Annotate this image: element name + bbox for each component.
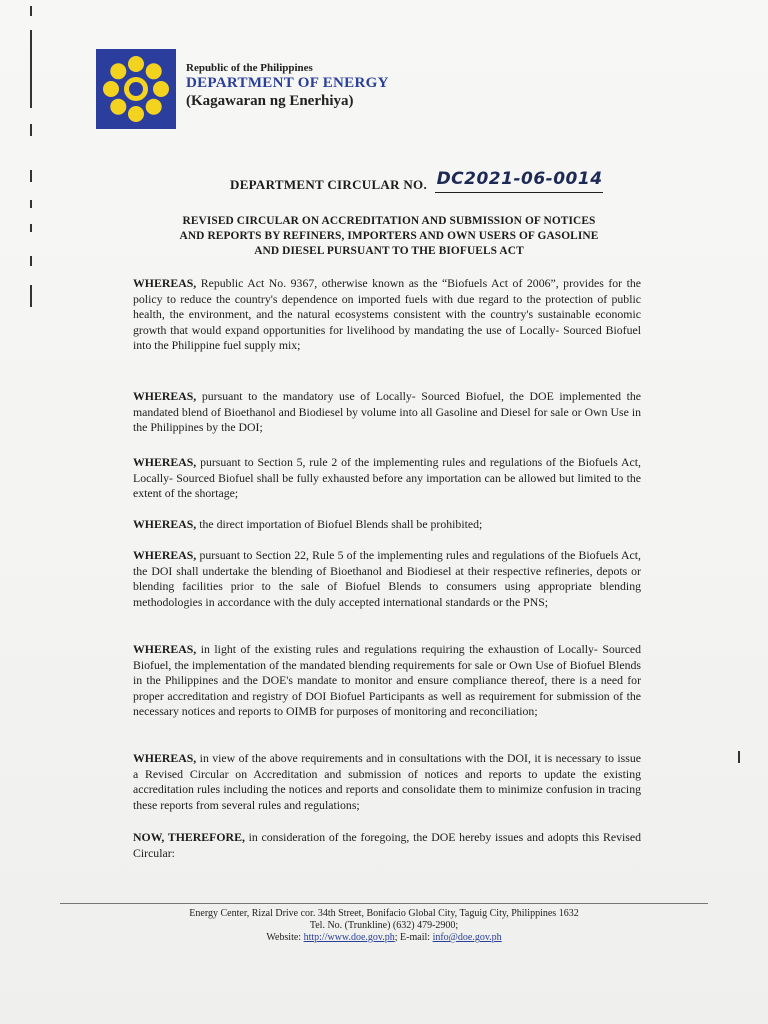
whereas-paragraph-6	[133, 642, 641, 720]
circular-number	[230, 169, 603, 193]
paragraph-lead: NOW, THEREFORE,	[133, 830, 245, 844]
paragraph-lead: WHEREAS,	[133, 751, 197, 765]
scan-mark	[30, 30, 32, 108]
email-label: ; E-mail:	[394, 932, 431, 943]
whereas-paragraph-2	[133, 389, 641, 436]
circular-number-handwritten: DC2021-06-0014	[436, 169, 603, 189]
scan-mark	[30, 224, 32, 232]
scan-mark	[30, 256, 32, 266]
circular-number-line	[435, 169, 603, 193]
paragraph-text: in view of the above requirements and in consultations with the DOI, it is necessary to issue a Revised Circular on Accreditation and submission of notices and reports to update the existing accreditation rules including the notices and reports and consolidate them to minimize confusion in tracing these reports from several rules and regulations;	[133, 751, 641, 812]
circular-number-label: DEPARTMENT CIRCULAR NO.	[230, 177, 427, 192]
website-link[interactable]: http://www.doe.gov.ph	[303, 932, 395, 943]
scan-mark	[30, 124, 32, 136]
agency-header	[186, 62, 389, 111]
paragraph-text: pursuant to Section 22, Rule 5 of the implementing rules and regulations of the Biofuels Act, the DOI shall undertake the blending of Bioethanol and Biodiesel at their respective refineries, depots or blending facilities prior to the sale of Biofuel Blends to consumers using appropriate blending methodologies in accordance with the duly accepted international standards or the PNS;	[133, 548, 641, 609]
paragraph-text: in light of the existing rules and regulations requiring the exhaustion of Locally- Sourced Biofuel, the implementation of the mandated blending requirements for sale or Own Use of Biofuel Blends in the Philippines and the DOE's mandate to monitor and ensure compliance thereof, there is a need for proper accreditation and registry of DOI Biofuel Participants as well as requirement for submission of the necessary notices and reports to OIMB for purposes of monitoring and reconciliation;	[133, 642, 641, 719]
scan-mark	[30, 6, 32, 16]
footer-telephone: Tel. No. (Trunkline) (632) 479-2900;	[309, 920, 459, 931]
email-link[interactable]: info@doe.gov.ph	[432, 932, 502, 943]
republic-label: Republic of the Philippines	[186, 62, 313, 74]
paragraph-lead: WHEREAS,	[133, 642, 197, 656]
footer-contacts	[80, 932, 688, 944]
website-label: Website:	[266, 932, 302, 943]
whereas-paragraph-4	[133, 517, 641, 533]
whereas-paragraph-1	[133, 276, 641, 354]
scan-mark	[30, 285, 32, 307]
title-line: AND REPORTS BY REFINERS, IMPORTERS AND OWN USERS OF GASOLINE	[179, 230, 599, 242]
scan-mark	[30, 170, 32, 182]
paragraph-text: pursuant to Section 5, rule 2 of the implementing rules and regulations of the Biofuels Act, Locally- Sourced Biofuel shall be fully exhausted before any importation can be allowed but limited to the extent of the shortage;	[133, 455, 641, 501]
paragraph-text: the direct importation of Biofuel Blends shall be prohibited;	[199, 517, 483, 531]
footer	[80, 908, 688, 944]
footer-address: Energy Center, Rizal Drive cor. 34th Street, Bonifacio Global City, Taguig City, Philippines 1632	[189, 908, 579, 919]
department-name: DEPARTMENT OF ENERGY	[186, 75, 389, 91]
title-line: REVISED CIRCULAR ON ACCREDITATION AND SUBMISSION OF NOTICES	[182, 215, 596, 227]
whereas-paragraph-7	[133, 751, 641, 813]
document-title	[135, 214, 643, 259]
paragraph-lead: WHEREAS,	[133, 548, 197, 562]
title-line: AND DIESEL PURSUANT TO THE BIOFUELS ACT	[254, 245, 524, 257]
department-name-filipino: (Kagawaran ng Enerhiya)	[186, 93, 354, 109]
footer-divider	[60, 903, 708, 904]
department-seal-logo	[96, 49, 176, 129]
now-therefore-paragraph	[133, 830, 641, 861]
paragraph-lead: WHEREAS,	[133, 517, 197, 531]
scan-mark	[30, 200, 32, 208]
sun-seal-icon	[96, 49, 176, 129]
paragraph-text: in consideration of the foregoing, the DOE hereby issues and adopts this Revised Circular:	[133, 830, 641, 860]
scan-mark	[738, 751, 740, 763]
whereas-paragraph-3	[133, 455, 641, 502]
paragraph-text: Republic Act No. 9367, otherwise known as the “Biofuels Act of 2006”, provides for the policy to reduce the country's dependence on imported fuels with due regard to the protection of public health, the environment, and the natural ecosystems consistent with the country's sustainable economic growth that would expand opportunities for livelihood by mandating the use of Locally- Sourced Biofuel into the Philippine fuel supply mix;	[133, 276, 641, 353]
paragraph-text: pursuant to the mandatory use of Locally- Sourced Biofuel, the DOE implemented the mandated blend of Bioethanol and Biodiesel by volume into all Gasoline and Diesel for sale or Own Use in the Philippines by the DOI;	[133, 389, 641, 435]
paragraph-lead: WHEREAS,	[133, 455, 197, 469]
whereas-paragraph-5	[133, 548, 641, 610]
paragraph-lead: WHEREAS,	[133, 276, 197, 290]
paragraph-lead: WHEREAS,	[133, 389, 197, 403]
